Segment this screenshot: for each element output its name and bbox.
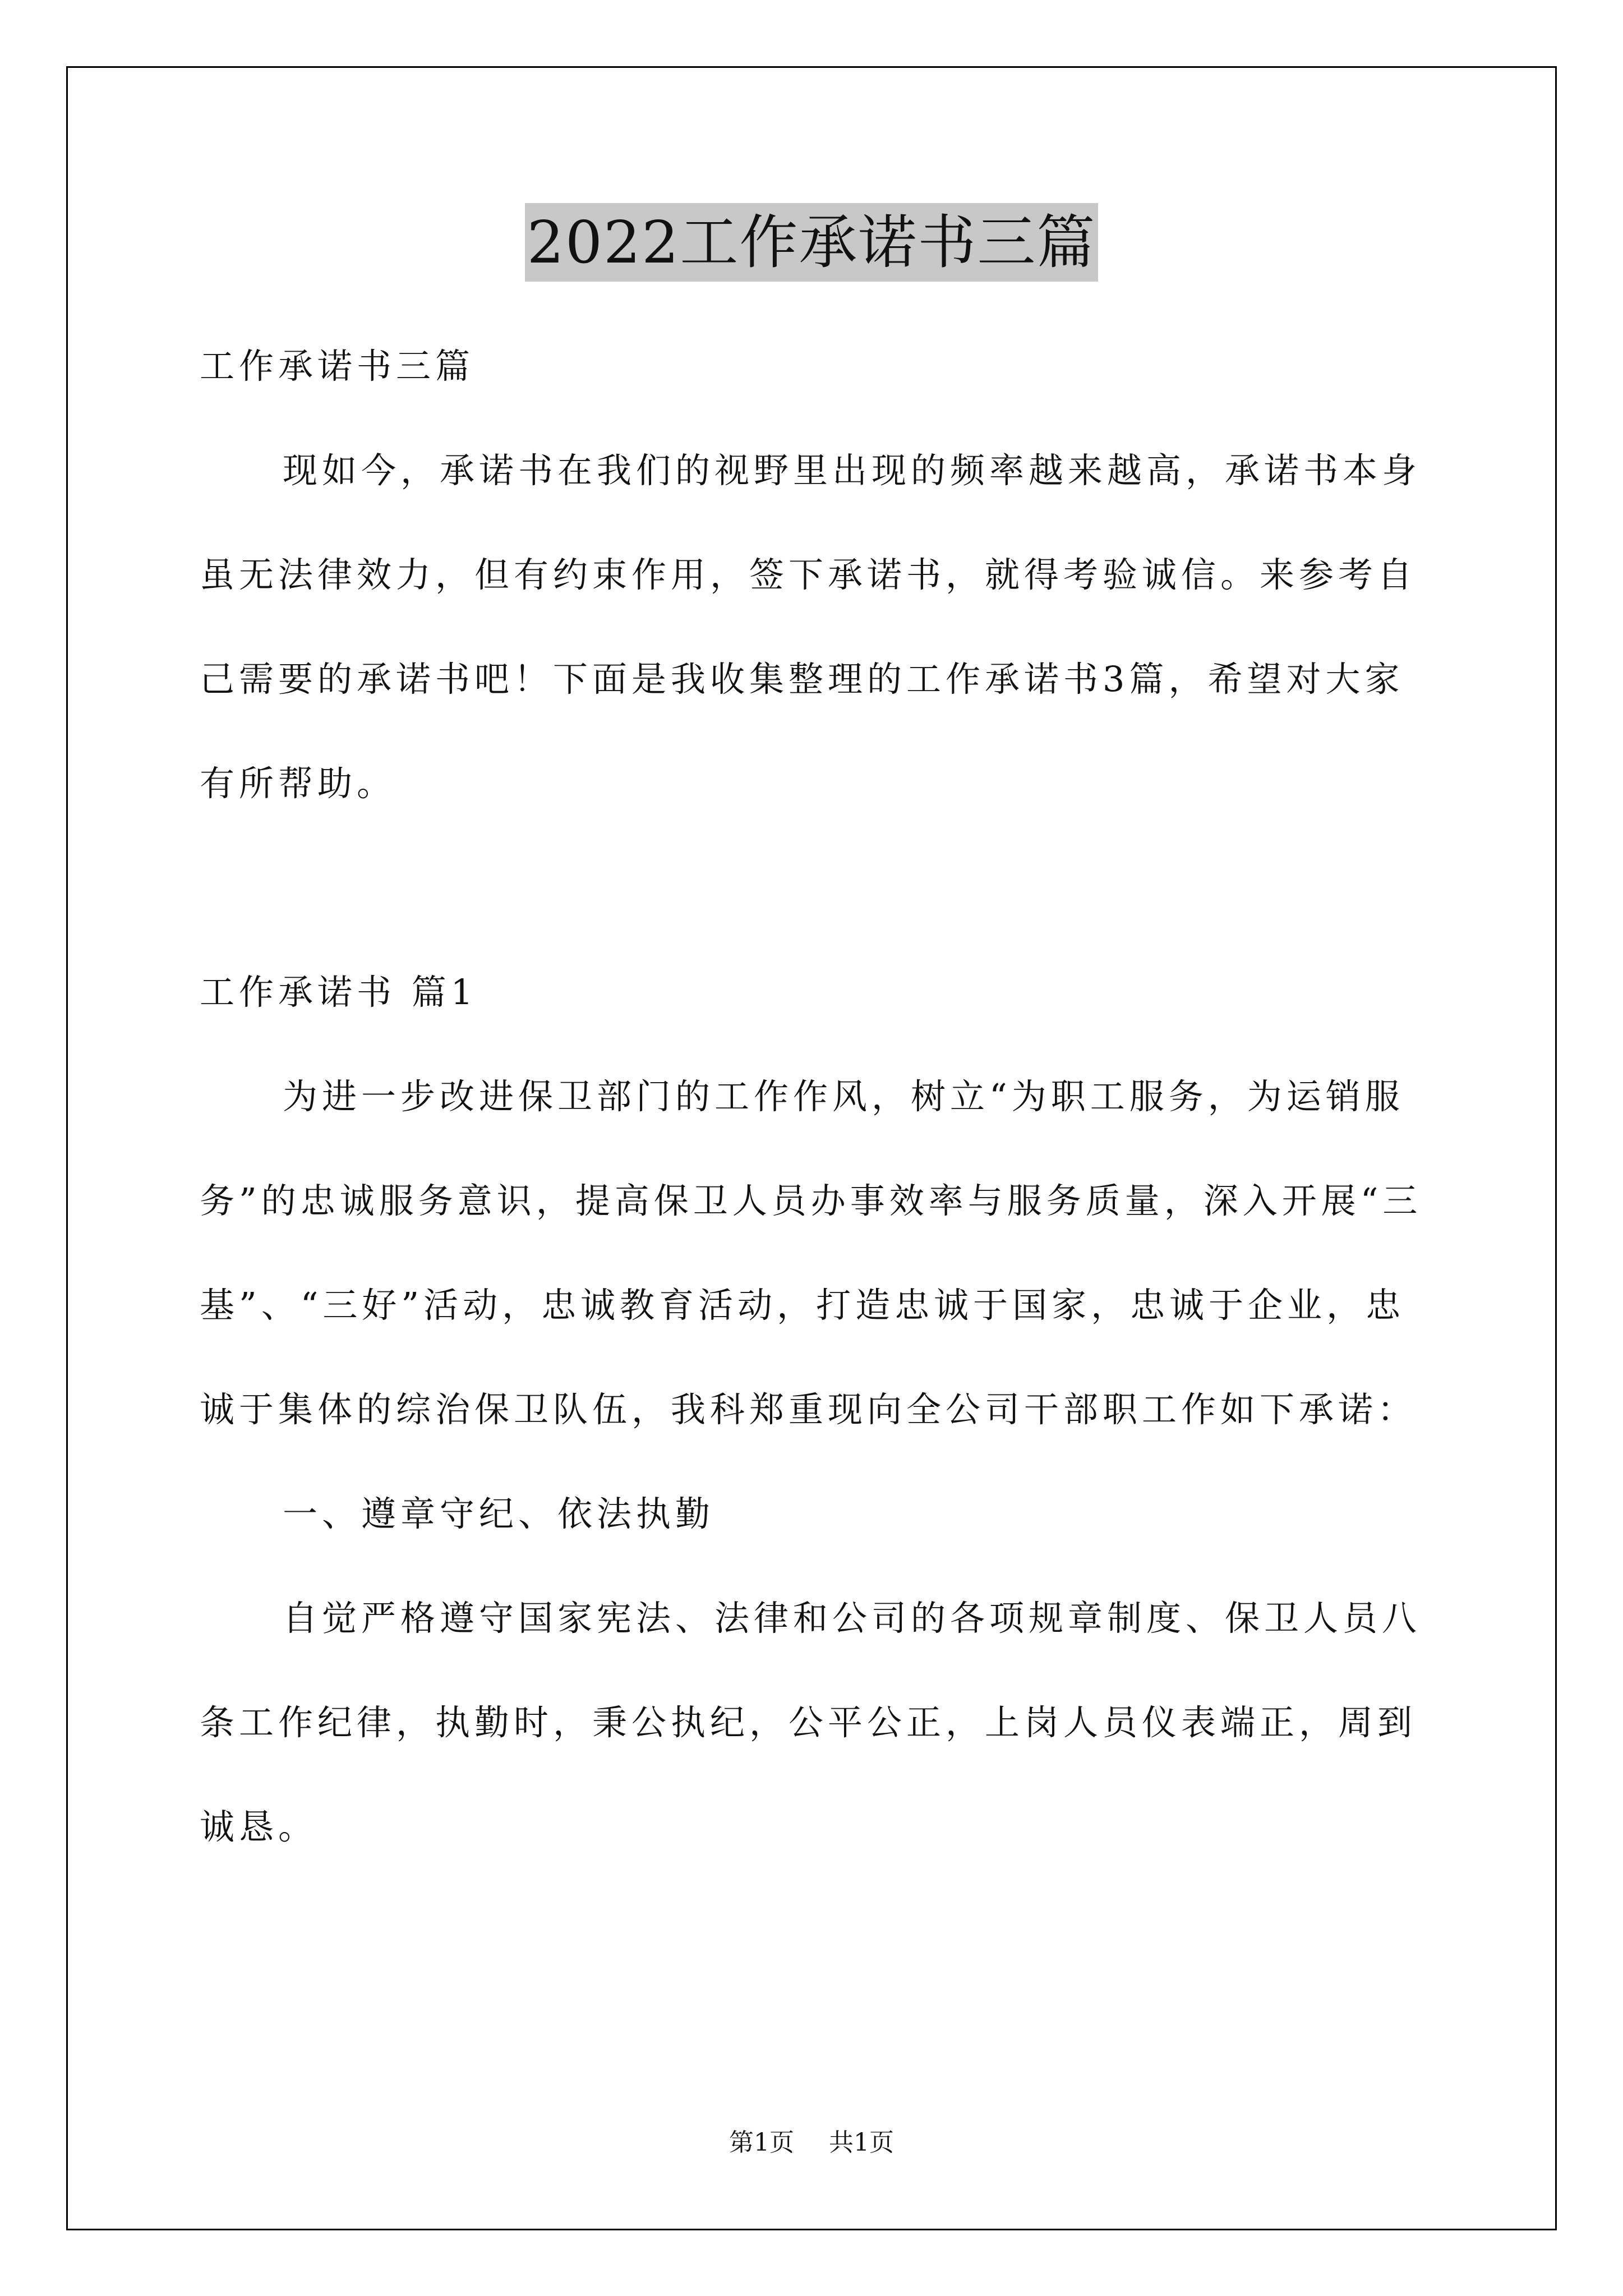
- subsection-heading: 一、遵章守纪、依法执勤: [283, 1493, 715, 1534]
- blank-line: [200, 836, 1428, 940]
- document-body: [200, 314, 1428, 1879]
- paragraph-subtitle: 工作承诺书三篇: [200, 346, 475, 386]
- paragraph-body: 为进一步改进保卫部门的工作作风，树立“为职工服务，为运销服务”的忠诚服务意识，提高保卫人员办事效率与服务质量，深入开展“三基”、“三好”活动，忠诚教育活动，打造忠诚于国家，忠诚于企业，忠诚于集体的综治保卫队伍，我科郑重现向全公司干部职工作如下承诺：: [200, 1076, 1422, 1430]
- page-footer: [0, 2126, 1623, 2160]
- paragraph-body: 自觉严格遵守国家宪法、法律和公司的各项规章制度、保卫人员八条工作纪律，执勤时，秉公执纪，公平公正，上岗人员仪表端正，周到诚恳。: [200, 1598, 1422, 1847]
- title-container: [0, 203, 1623, 282]
- page-number: 第1页: [729, 2128, 794, 2157]
- page-total: 共1页: [829, 2128, 894, 2157]
- section-heading: 工作承诺书 篇1: [200, 972, 478, 1013]
- document-title: 2022工作承诺书三篇: [525, 203, 1099, 282]
- paragraph-intro: 现如今，承诺书在我们的视野里出现的频率越来越高，承诺书本身虽无法律效力，但有约束作用，签下承诺书，就得考验诚信。来参考自己需要的承诺书吧！下面是我收集整理的工作承诺书3篇，希望对大家有所帮助。: [200, 450, 1422, 804]
